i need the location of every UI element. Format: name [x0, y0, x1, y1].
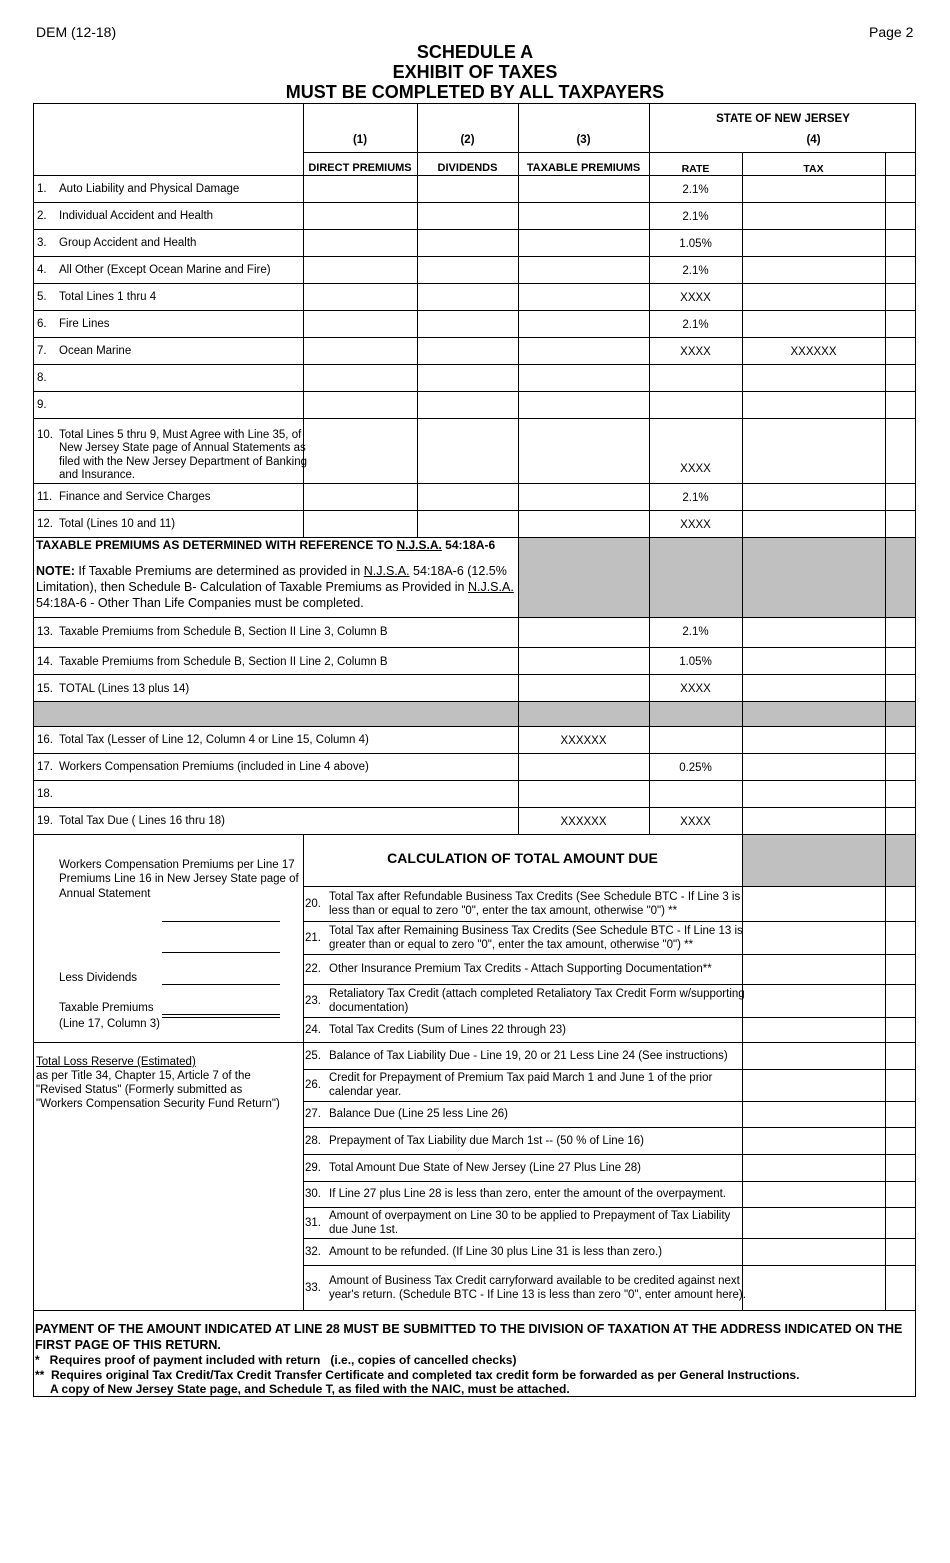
- wc-premiums-text-3: Annual Statement: [59, 888, 151, 900]
- line-number: 19.: [37, 815, 53, 827]
- dividends-input[interactable]: [418, 284, 517, 309]
- line-number: 17.: [37, 761, 53, 773]
- footer-payment-2: FIRST PAGE OF THIS RETURN.: [35, 1338, 221, 1352]
- calc-amount-input[interactable]: [743, 922, 884, 953]
- calc-line-number: 27.: [305, 1108, 321, 1120]
- direct-premiums-input[interactable]: [304, 257, 416, 282]
- line-rate: 2.1%: [682, 184, 709, 196]
- line-number: 16.: [37, 734, 53, 746]
- calc-line-number: 33.: [305, 1282, 321, 1294]
- line-rate: 1.05%: [679, 238, 712, 250]
- calc-amount-input[interactable]: [743, 985, 884, 1016]
- col4-number: (4): [806, 134, 821, 146]
- calc-line-text-2: less than or equal to zero "0", enter the tax amount, otherwise "0") **: [329, 905, 678, 917]
- line-rate: 1.05%: [679, 656, 712, 668]
- taxable-premiums-input[interactable]: [519, 311, 648, 336]
- tax-input[interactable]: [743, 781, 884, 806]
- calc-line-text: Amount to be refunded. (If Line 30 plus Line 31 is less than zero.): [329, 1246, 663, 1258]
- tax-input[interactable]: [743, 648, 884, 673]
- tax-input[interactable]: [743, 284, 884, 309]
- direct-premiums-input[interactable]: [304, 176, 416, 201]
- calc-line-number: 25.: [305, 1050, 321, 1062]
- loss-reserve-text-4: "Workers Compensation Security Fund Return"): [36, 1098, 280, 1110]
- rule-h: [34, 1310, 915, 1311]
- direct-premiums-input[interactable]: [304, 392, 416, 417]
- taxable-premiums-double-line: [162, 1017, 280, 1018]
- taxable-premiums-input[interactable]: [519, 392, 648, 417]
- calc-amount-input[interactable]: [743, 1155, 884, 1180]
- tax-input[interactable]: [743, 365, 884, 390]
- line-label: Finance and Service Charges: [59, 491, 211, 503]
- line-rate: XXXX: [680, 292, 711, 304]
- line-col3: XXXXXX: [560, 735, 607, 747]
- calc-line-text: Total Tax Credits (Sum of Lines 22 through 23): [329, 1024, 566, 1036]
- dividends-input[interactable]: [418, 176, 517, 201]
- line-number: 9.: [37, 399, 47, 411]
- line-label: Total Lines 1 thru 4: [59, 291, 157, 303]
- calc-line-text: Total Amount Due State of New Jersey (Line 27 Plus Line 28): [329, 1162, 641, 1174]
- line-number: 15.: [37, 683, 53, 695]
- loss-reserve-text-1: Total Loss Reserve (Estimated): [36, 1056, 196, 1068]
- taxable-premiums-field[interactable]: [162, 1014, 280, 1015]
- page-subtitle: EXHIBIT OF TAXES: [392, 62, 558, 82]
- calc-line-text: Total Tax after Remaining Business Tax Credits (See Schedule BTC - If Line 13 is: [329, 925, 743, 937]
- line-label: All Other (Except Ocean Marine and Fire): [59, 264, 271, 276]
- dividends-input[interactable]: [418, 203, 517, 228]
- line-label: Fire Lines: [59, 318, 110, 330]
- line-rate: 0.25%: [679, 762, 712, 774]
- calc-amount-input[interactable]: [743, 1208, 884, 1237]
- wc-premiums-field-2[interactable]: [162, 952, 280, 953]
- line-10-rate: XXXX: [680, 463, 711, 475]
- calc-amount-input[interactable]: [743, 1266, 884, 1309]
- taxable-heading: TAXABLE PREMIUMS AS DETERMINED WITH REFERENCE TO N.J.S.A. 54:18A-6: [36, 538, 496, 552]
- calc-line-number: 31.: [305, 1217, 321, 1229]
- footer-note-2: ** Requires original Tax Credit/Tax Credit Transfer Certificate and completed tax credit form be forwarded as per General Instructions.: [35, 1368, 800, 1382]
- line-10-text-3: filed with the New Jersey Department of Banking: [59, 456, 308, 468]
- line-label: Auto Liability and Physical Damage: [59, 183, 240, 195]
- line-number: 8.: [37, 372, 47, 384]
- line-number: 13.: [37, 626, 53, 638]
- tax-input[interactable]: [743, 511, 884, 536]
- taxable-premiums-input[interactable]: [519, 365, 648, 390]
- loss-reserve-text-3: "Revised Status" (Formerly submitted as: [36, 1084, 243, 1096]
- line-number: 3.: [37, 237, 47, 249]
- calc-line-text-2: documentation): [329, 1002, 409, 1014]
- calc-amount-input[interactable]: [743, 1239, 884, 1264]
- loss-reserve-text-2: as per Title 34, Chapter 15, Article 7 of the: [36, 1070, 251, 1082]
- line-number: 18.: [37, 788, 53, 800]
- rule-h: [303, 152, 915, 153]
- rule-h: [34, 1042, 303, 1043]
- tax-input[interactable]: [743, 230, 884, 255]
- less-dividends-label: Less Dividends: [59, 972, 137, 984]
- calc-line-number: 20.: [305, 898, 321, 910]
- footer-payment-1: PAYMENT OF THE AMOUNT INDICATED AT LINE 28 MUST BE SUBMITTED TO THE DIVISION OF TAXATION AT THE ADDRESS INDICATED ON THE: [35, 1322, 903, 1336]
- line-label: Group Accident and Health: [59, 237, 197, 249]
- line-tax: XXXXXX: [790, 346, 837, 358]
- calc-line-text-2: due June 1st.: [329, 1224, 399, 1236]
- calc-line-text: Total Tax after Refundable Business Tax Credits (See Schedule BTC - If Line 3 is: [329, 891, 741, 903]
- tax-input[interactable]: [743, 257, 884, 282]
- line-rate: 2.1%: [682, 211, 709, 223]
- line-rate: XXXX: [680, 346, 711, 358]
- direct-premiums-input[interactable]: [304, 284, 416, 309]
- rule-h: [34, 834, 915, 835]
- line-number: 1.: [37, 183, 47, 195]
- tax-input[interactable]: [743, 484, 884, 509]
- line-label: Individual Accident and Health: [59, 210, 214, 222]
- line-10-text-2: New Jersey State page of Annual Statements as: [59, 442, 306, 454]
- calc-line-number: 22.: [305, 963, 321, 975]
- rule-v: [518, 617, 519, 834]
- col3-number: (3): [576, 134, 591, 146]
- calc-line-text: Retaliatory Tax Credit (attach completed Retaliatory Tax Credit Form w/supporting: [329, 988, 745, 1000]
- calc-amount-input[interactable]: [743, 1018, 884, 1041]
- col1-number: (1): [352, 134, 368, 146]
- line-label: Ocean Marine: [59, 345, 132, 357]
- direct-premiums-input[interactable]: [304, 311, 416, 336]
- taxable-premiums-input[interactable]: [519, 257, 648, 282]
- taxable-premiums-input[interactable]: [519, 176, 648, 201]
- line-label: Taxable Premiums from Schedule B, Section II Line 2, Column B: [59, 656, 388, 668]
- line-label: Total Tax (Lesser of Line 12, Column 4 or Line 15, Column 4): [59, 734, 369, 746]
- tax-input[interactable]: [743, 203, 884, 228]
- shaded-area: [742, 834, 915, 886]
- line-number: 11.: [37, 491, 53, 503]
- taxable-premiums-input[interactable]: [519, 284, 648, 309]
- tax-input[interactable]: [743, 618, 884, 643]
- taxable-premiums-input[interactable]: [519, 338, 648, 363]
- calc-line-number: 21.: [305, 932, 321, 944]
- line-rate: 2.1%: [682, 492, 709, 504]
- calc-line-number: 23.: [305, 995, 321, 1007]
- dividends-input[interactable]: [418, 311, 517, 336]
- line-rate: XXXX: [680, 519, 711, 531]
- tax-input[interactable]: [743, 176, 884, 201]
- direct-premiums-header: DIRECT PREMIUMS: [308, 162, 412, 174]
- calc-line-text: Balance Due (Line 25 less Line 26): [329, 1108, 509, 1120]
- note-line-1: NOTE: If Taxable Premiums are determined as provided in N.J.S.A. 54:18A-6 (12.5%: [36, 564, 507, 578]
- line-number: 4.: [37, 264, 47, 276]
- line-rate: 2.1%: [682, 626, 709, 638]
- tax-input[interactable]: [743, 754, 884, 779]
- dividends-input[interactable]: [418, 338, 517, 363]
- wc-premiums-field[interactable]: [162, 921, 280, 922]
- calc-line-text-2: year's return. (Schedule BTC - If Line 13 is less than zero "0", enter amount here).: [329, 1289, 746, 1301]
- direct-premiums-input[interactable]: [304, 230, 416, 255]
- dividends-input[interactable]: [418, 365, 517, 390]
- line-label: Total Tax Due ( Lines 16 thru 18): [59, 815, 225, 827]
- note-line-2: Limitation), then Schedule B- Calculation of Taxable Premiums as Provided in N.J.S.A.: [36, 580, 514, 594]
- direct-premiums-input[interactable]: [304, 338, 416, 363]
- wc-premiums-text-1: Workers Compensation Premiums per Line 17: [59, 859, 295, 871]
- note-line-3: 54:18A-6 - Other Than Life Companies must be completed.: [36, 596, 364, 610]
- line-label: Taxable Premiums from Schedule B, Section II Line 3, Column B: [59, 626, 388, 638]
- tax-input[interactable]: [743, 675, 884, 700]
- less-dividends-field[interactable]: [162, 984, 280, 985]
- line-number: 2.: [37, 210, 47, 222]
- rule-v: [885, 537, 886, 834]
- calc-line-text-2: calendar year.: [329, 1086, 402, 1098]
- calc-amount-input[interactable]: [743, 1102, 884, 1126]
- calc-line-number: 32.: [305, 1246, 321, 1258]
- calc-amount-input[interactable]: [743, 1128, 884, 1153]
- taxable-premiums-input[interactable]: [519, 203, 648, 228]
- col2-number: (2): [460, 134, 475, 146]
- line-number: 12.: [37, 518, 53, 530]
- calc-line-text: Balance of Tax Liability Due - Line 19, 20 or 21 Less Line 24 (See instructions): [329, 1050, 728, 1062]
- line-number: 6.: [37, 318, 47, 330]
- rule-h: [34, 701, 915, 702]
- line-10-text-1: Total Lines 5 thru 9, Must Agree with Line 35, of: [59, 429, 302, 441]
- calc-amount-input[interactable]: [743, 1182, 884, 1206]
- line-label: TOTAL (Lines 13 plus 14): [59, 683, 190, 695]
- taxable-premiums-input[interactable]: [519, 230, 648, 255]
- calc-amount-input[interactable]: [743, 955, 884, 983]
- page-title: SCHEDULE A: [416, 42, 534, 62]
- shaded-row: [34, 701, 915, 726]
- line-number: 5.: [37, 291, 47, 303]
- taxable-premiums-label: Taxable Premiums: [59, 1002, 154, 1014]
- calculation-heading: CALCULATION OF TOTAL AMOUNT DUE: [387, 850, 658, 866]
- calc-amount-input[interactable]: [743, 1043, 884, 1068]
- form-id: DEM (12-18): [36, 24, 117, 40]
- taxable-premiums-header: TAXABLE PREMIUMS: [526, 162, 641, 174]
- calc-line-text-2: greater than or equal to zero "0", enter the tax amount, otherwise "0") **: [329, 939, 694, 951]
- dividends-input[interactable]: [418, 257, 517, 282]
- line-rate: XXXX: [680, 816, 711, 828]
- calc-line-text: Credit for Prepayment of Premium Tax paid March 1 and June 1 of the prior: [329, 1072, 713, 1084]
- wc-premiums-text-2: Premiums Line 16 in New Jersey State page of: [59, 873, 299, 885]
- direct-premiums-input[interactable]: [304, 203, 416, 228]
- line-label: Total (Lines 10 and 11): [59, 518, 176, 530]
- line-rate: 2.1%: [682, 319, 709, 331]
- tax-input[interactable]: [743, 392, 884, 417]
- footer-note-1: * Requires proof of payment included with return (i.e., copies of cancelled checks): [35, 1353, 517, 1367]
- rate-header: RATE: [681, 163, 710, 175]
- line-10-text-4: and Insurance.: [59, 469, 136, 481]
- calc-line-text: Other Insurance Premium Tax Credits - Attach Supporting Documentation**: [329, 963, 712, 975]
- rule-h: [34, 418, 915, 419]
- tax-header: TAX: [803, 163, 824, 175]
- taxable-premiums-ref: (Line 17, Column 3): [59, 1018, 160, 1030]
- dividends-input[interactable]: [418, 230, 517, 255]
- tax-input[interactable]: [743, 311, 884, 336]
- calc-line-text: Amount of Business Tax Credit carryforward available to be credited against next: [329, 1275, 740, 1287]
- calc-line-number: 28.: [305, 1135, 321, 1147]
- tax-input[interactable]: [743, 727, 884, 752]
- page-number: Page 2: [869, 24, 914, 40]
- line-rate: XXXX: [680, 683, 711, 695]
- line-rate: 2.1%: [682, 265, 709, 277]
- calc-line-text: Amount of overpayment on Line 30 to be applied to Prepayment of Tax Liability: [329, 1210, 731, 1222]
- state-header: STATE OF NEW JERSEY: [716, 113, 850, 125]
- shaded-area: [519, 537, 915, 617]
- line-label: Workers Compensation Premiums (included in Line 4 above): [59, 761, 369, 773]
- line-10-number: 10.: [37, 429, 53, 441]
- calc-line-number: 26.: [305, 1079, 321, 1091]
- page-instruction: MUST BE COMPLETED BY ALL TAXPAYERS: [285, 82, 665, 102]
- footer-note-3: A copy of New Jersey State page, and Schedule T, as filed with the NAIC, must be attached.: [50, 1382, 570, 1396]
- calc-line-number: 30.: [305, 1188, 321, 1200]
- line-number: 14.: [37, 656, 53, 668]
- calc-line-text: If Line 27 plus Line 28 is less than zero, enter the amount of the overpayment.: [329, 1188, 726, 1200]
- direct-premiums-input[interactable]: [304, 365, 416, 390]
- dividends-header: DIVIDENDS: [437, 162, 498, 174]
- tax-input[interactable]: [743, 808, 884, 833]
- line-col3: XXXXXX: [560, 816, 607, 828]
- calc-amount-input[interactable]: [743, 1070, 884, 1100]
- calc-line-number: 29.: [305, 1162, 321, 1174]
- calc-line-number: 24.: [305, 1024, 321, 1036]
- calc-amount-input[interactable]: [743, 887, 884, 920]
- dividends-input[interactable]: [418, 392, 517, 417]
- line-number: 7.: [37, 345, 47, 357]
- calc-line-text: Prepayment of Tax Liability due March 1st -- (50 % of Line 16): [329, 1135, 644, 1147]
